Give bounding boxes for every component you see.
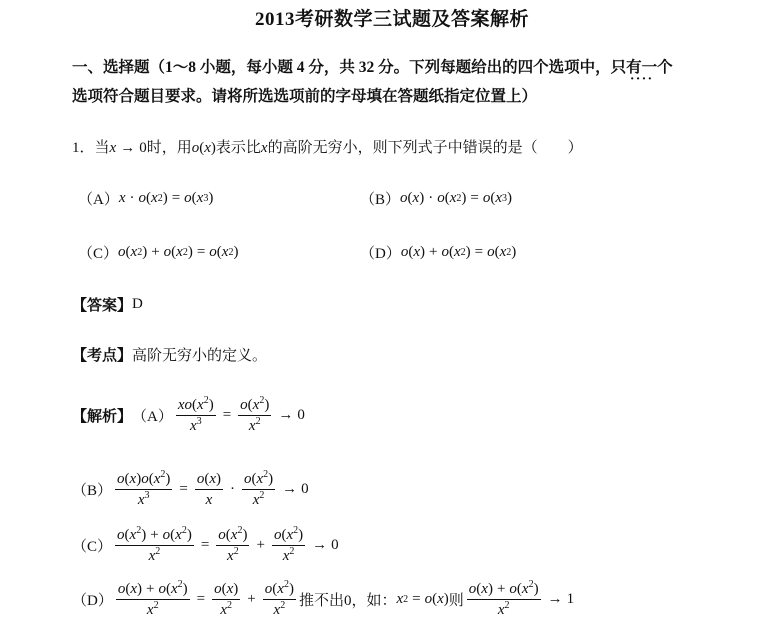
question-text: 当 <box>94 140 110 156</box>
option-a <box>78 188 213 209</box>
math-x: x <box>260 140 268 156</box>
key-point-value: 高阶无穷小的定义。 <box>132 348 268 364</box>
analysis-d-example: x 2 = o ( x ) <box>396 591 449 607</box>
analysis-d-text: 则 <box>448 593 464 609</box>
analysis-c-line <box>72 526 339 565</box>
analysis-d-line <box>72 580 574 619</box>
emphasized-text: 只有一个 ···· <box>611 58 673 78</box>
analysis-b-formula: $\frac{o(x)o(x^2)}{x^3}$ = $\frac{o(x)}{x}$ · $\frac{o(x^2)}{x^2}$ → 0 <box>117 469 309 508</box>
answer-line <box>72 294 143 315</box>
key-point-line <box>72 344 267 365</box>
option-c-formula: o ( x 2 ) + o ( x 2 ) = o ( x 2 ) <box>118 244 239 260</box>
key-point-label: 【考点】 <box>72 348 133 364</box>
question-text: 表示比 <box>215 140 261 156</box>
section-instruction-line1 <box>72 58 673 78</box>
option-a-formula: x · o ( x 2 ) = o ( x 3 ) <box>118 190 214 206</box>
analysis-a-label: （A） <box>132 409 173 425</box>
math-o-x: o ( x ) <box>191 140 216 156</box>
analysis-c-label: （C） <box>72 539 113 555</box>
option-d <box>360 242 516 263</box>
analysis-d-text: 推不出0，如： <box>298 593 397 609</box>
analysis-d-formula: $\frac{o(x) + o(x^2)}{x^2}$ = $\frac{o(x)}{x^2}$ + $\frac{o(x^2)}{x^2}$ <box>117 579 294 618</box>
answer-value: D <box>132 296 143 312</box>
section-instruction-line2: 选项符合题目要求。请将所选选项前的字母填在答题纸指定位置上） <box>72 88 538 105</box>
analysis-a-line <box>72 396 305 435</box>
option-label: （D） <box>360 246 401 262</box>
analysis-b-label: （B） <box>72 483 113 499</box>
section-text: 一、选择题（1～8 小题，每小题 4 分，共 32 分。下列每题给出的四个选项中， <box>72 59 611 76</box>
analysis-d-label: （D） <box>72 593 113 609</box>
question-1 <box>72 136 583 157</box>
option-label: （A） <box>78 192 119 208</box>
analysis-a-formula: $\frac{xo(x^2)}{x^3}$ = $\frac{o(x^2)}{x^2}$ → 0 <box>177 395 305 434</box>
option-b <box>360 188 512 209</box>
math-x-to-0: x → 0 <box>109 140 147 156</box>
answer-label: 【答案】 <box>72 298 133 314</box>
option-d-formula: o ( x ) + o ( x 2 ) = o ( x 2 ) <box>400 244 517 260</box>
analysis-d-result: $\frac{o(x) + o(x^2)}{x^2}$ → 1 <box>468 579 575 618</box>
question-text: 的高阶无穷小，则下列式子中错误的是（ ） <box>267 140 583 156</box>
analysis-b-line <box>72 470 309 509</box>
option-label: （B） <box>360 192 401 208</box>
analysis-c-formula: $\frac{o(x^2) + o(x^2)}{x^2}$ = $\frac{o(x^2)}{x^2}$ + $\frac{o(x^2)}{x^2}$ → 0 <box>117 525 339 564</box>
page-title: 2013考研数学三试题及答案解析 <box>254 9 529 30</box>
analysis-label: 【解析】 <box>72 409 133 425</box>
option-b-formula: o ( x ) · o ( x 2 ) = o ( x 3 ) <box>400 190 512 206</box>
question-text: 时，用 <box>146 140 192 156</box>
question-number: 1． <box>72 140 95 156</box>
option-label: （C） <box>78 246 119 262</box>
option-c <box>78 242 238 263</box>
